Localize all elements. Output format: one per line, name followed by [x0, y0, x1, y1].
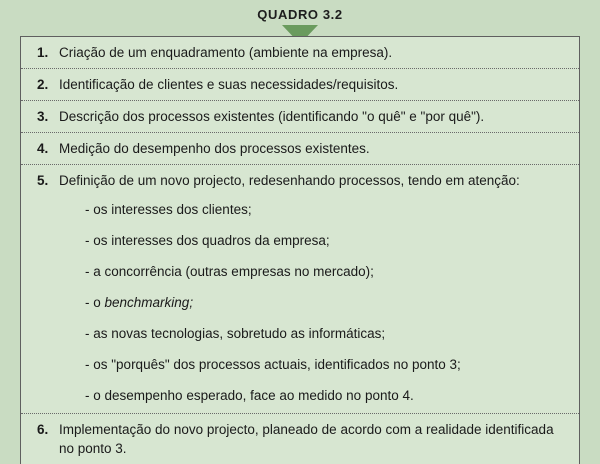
list-item [21, 101, 579, 133]
list-item [21, 165, 579, 414]
sub-list-item [59, 355, 569, 374]
item-body [59, 75, 569, 94]
list-item [21, 414, 579, 464]
item-number: 2. [37, 77, 49, 92]
item-number: 1. [37, 45, 49, 60]
item-text: Implementação do novo projecto, planeado de acordo com a realidade identificada no ponto 3. [59, 422, 554, 456]
sub-item-text: - a concorrência (outras empresas no mercado); [85, 264, 374, 279]
sub-list-item [59, 231, 569, 250]
sub-item-text: - as novas tecnologias, sobretudo as informáticas; [85, 326, 386, 341]
item-number: 5. [37, 173, 49, 188]
sub-list-item [59, 262, 569, 281]
sub-item-text: - o [85, 295, 105, 310]
sub-list-item [59, 324, 569, 343]
item-text: Identificação de clientes e suas necessidades/requisitos. [59, 77, 399, 92]
item-body [59, 107, 569, 126]
item-number: 6. [37, 422, 49, 437]
list-item [21, 37, 579, 69]
item-body [59, 43, 569, 62]
item-text: Descrição dos processos existentes (identificando "o quê" e "por quê"). [59, 109, 485, 124]
page-title: QUADRO 3.2 [257, 7, 343, 22]
item-text: Criação de um enquadramento (ambiente na empresa). [59, 45, 393, 60]
item-body [59, 171, 569, 407]
items-box [20, 36, 580, 464]
item-body [59, 420, 569, 458]
sub-list-item [59, 386, 569, 405]
sub-list-item [59, 200, 569, 219]
sub-item-emphasis: benchmarking; [104, 295, 194, 310]
sub-item-text: - os interesses dos quadros da empresa; [85, 233, 330, 248]
sub-item-text: - os "porquês" dos processos actuais, identificados no ponto 3; [85, 357, 461, 372]
sub-item-text: - o desempenho esperado, face ao medido no ponto 4. [85, 388, 414, 403]
item-text: Definição de um novo projecto, redesenhando processos, tendo em atenção: [59, 173, 520, 188]
sub-list-item [59, 293, 569, 312]
item-number: 4. [37, 141, 49, 156]
sub-list [59, 200, 569, 405]
item-body [59, 139, 569, 158]
list-item [21, 133, 579, 165]
item-number: 3. [37, 109, 49, 124]
list-item [21, 69, 579, 101]
sub-item-text: - os interesses dos clientes; [85, 202, 252, 217]
item-text: Medição do desempenho dos processos existentes. [59, 141, 370, 156]
